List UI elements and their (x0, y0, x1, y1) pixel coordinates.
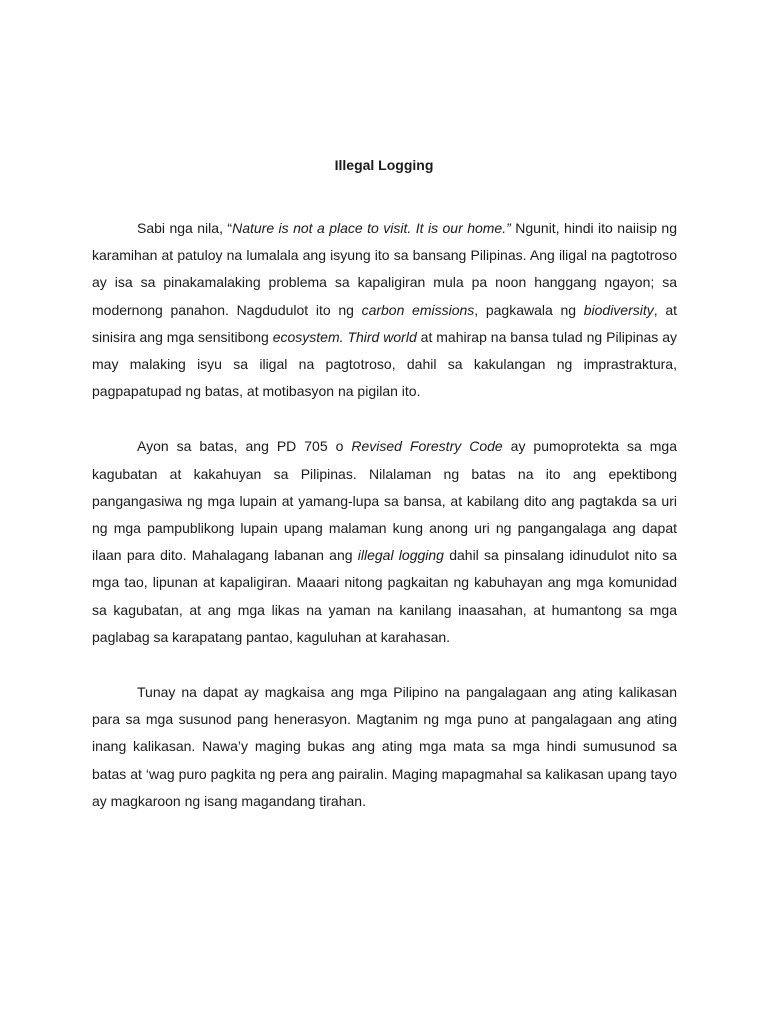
text-run: ay pumoprotekta sa mga kagubatan at kakahuyan sa Pilipinas. Nilalaman ng batas na ito ang epektibong pangangasiwa ng mga lupain at yamang-lupa sa bansa, at kabilang dito ang pagtakda sa uri ng mga pampublikong lupain upang malaman kung anong uri ng pangangalaga ang dapat ilaan para dito. Mahalagang labanan ang (92, 438, 677, 564)
text-run: , pagkawala ng (474, 301, 584, 318)
paragraph-3 (92, 679, 677, 815)
text-run: Ayon sa batas, ang PD 705 o (137, 438, 352, 455)
italic-run: carbon emissions (361, 301, 475, 318)
document-body (92, 215, 677, 843)
italic-run: Nature is not a place to visit. It is our home.” (232, 220, 511, 236)
text-run: Tunay na dapat ay magkaisa ang mga Pilipino na pangalagaan ang ating kalikasan para sa mga susunod pang henerasyon. Magtanim ng mga puno at pangalagaan ang ating inang kalikasan. Nawa’y maging bukas ang ating mga mata sa mga hindi sumusunod sa batas at ‘wag puro pagkita ng pera ang pairalin. Maging mapagmahal sa kalikasan upang tayo ay magkaroon ng isang magandang tirahan. (92, 684, 677, 809)
text-run: Ngunit, hindi ito naiisip ng karamihan at patuloy na lumalala ang isyung ito sa bansang Pilipinas. Ang iligal na pagtotroso ay isa sa pinakamalaking problema sa kapaligiran mula pa noon hanggang ngayon; sa modernong panahon. Nagdudulot ito ng (92, 220, 678, 318)
text-run: at mahirap na bansa tulad ng Pilipinas ay may malaking isyu sa iligal na pagtotroso, dahil sa kakulangan ng imprastraktura, pagpapatupad ng batas, at motibasyon na pigilan ito. (92, 328, 677, 400)
paragraph-2 (92, 433, 677, 651)
italic-run: biodiversity (583, 301, 654, 318)
italic-run: illegal logging (357, 547, 444, 564)
italic-run: ecosystem. Third world (272, 328, 417, 345)
text-run: , at sinisira ang mga sensitibong (92, 301, 677, 345)
document-title: Illegal Logging (334, 157, 434, 173)
paragraph-1 (92, 215, 677, 405)
text-run: dahil sa pinsalang idinudulot nito sa mga tao, lipunan at kapaligiran. Maaari nitong pagkaitan ng kabuhayan ang mga komunidad sa kagubatan, at ang mga likas na yaman na kanilang inaasahan, at humantong sa mga paglabag sa karapatang pantao, kaguluhan at karahasan. (92, 547, 678, 645)
text-run: Sabi nga nila, “ (137, 220, 233, 236)
italic-run: Revised Forestry Code (351, 438, 503, 455)
